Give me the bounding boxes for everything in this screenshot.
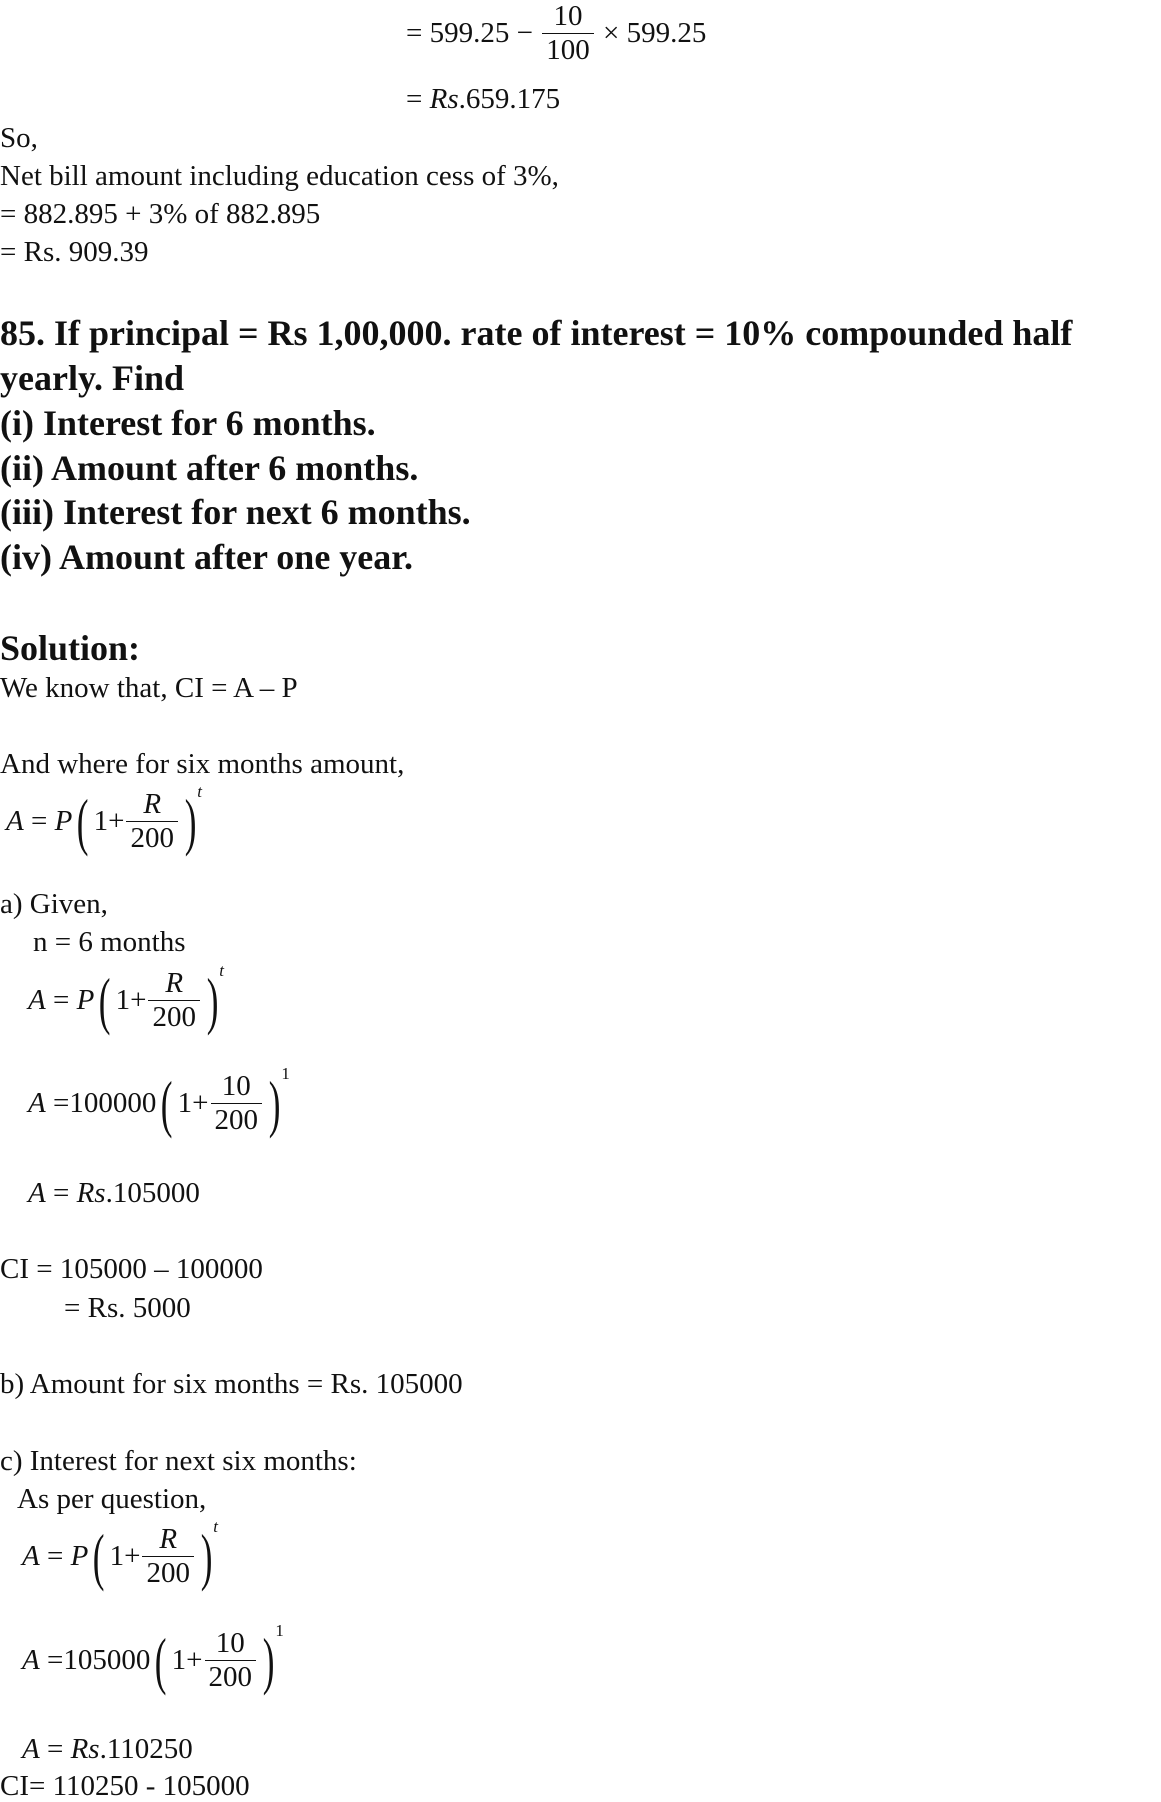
eq1-lhs: = 599.25 − bbox=[406, 17, 533, 50]
eq1-rhs: × 599.25 bbox=[602, 17, 707, 50]
formula-lhs: A bbox=[6, 805, 24, 838]
formula-a bbox=[28, 960, 225, 1036]
subst-c-one-plus: 1+ bbox=[171, 1644, 203, 1677]
formula-a-eq: = bbox=[52, 984, 70, 1017]
c-interest-text: c) Interest for next six months: bbox=[0, 1445, 357, 1477]
a-result-eq: = bbox=[52, 1177, 70, 1209]
solution-heading: Solution: bbox=[0, 628, 141, 668]
subst-c-numerator: 10 bbox=[205, 1627, 257, 1661]
left-paren: ( bbox=[99, 964, 111, 1036]
a-given-text: a) Given, bbox=[0, 888, 108, 920]
question-part-4: (iv) Amount after one year. bbox=[0, 537, 413, 577]
formula-a-lhs: A bbox=[28, 984, 46, 1017]
question-part-3: (iii) Interest for next 6 months. bbox=[0, 492, 471, 532]
formula-one-plus: 1+ bbox=[93, 805, 125, 838]
c-result-lhs: A bbox=[22, 1733, 40, 1765]
subst-a-fraction bbox=[211, 1070, 263, 1138]
formula-a-one-plus: 1+ bbox=[115, 984, 147, 1017]
formula-c-lhs: A bbox=[22, 1540, 40, 1573]
eq-line-2 bbox=[406, 85, 560, 114]
formula-c-subst bbox=[22, 1620, 284, 1696]
left-paren: ( bbox=[77, 785, 89, 857]
subst-a-eq: = bbox=[52, 1087, 70, 1120]
formula-a-subst bbox=[28, 1063, 290, 1139]
formula-c-denominator: 200 bbox=[146, 1557, 190, 1590]
subst-c-eq: = bbox=[46, 1644, 64, 1677]
question-part-1: (i) Interest for 6 months. bbox=[0, 403, 376, 443]
formula-denominator: 200 bbox=[130, 822, 174, 855]
eq-line-1 bbox=[406, 0, 706, 68]
formula-general bbox=[6, 781, 203, 857]
right-paren: ) bbox=[262, 1624, 275, 1696]
ci-line-1-result: = Rs. 5000 bbox=[64, 1292, 191, 1324]
b-amount-text: b) Amount for six months = Rs. 105000 bbox=[0, 1368, 463, 1400]
as-per-text: As per question, bbox=[17, 1483, 207, 1515]
formula-exponent: t bbox=[197, 781, 203, 801]
c-result bbox=[22, 1735, 193, 1764]
question-line-2: yearly. Find bbox=[0, 358, 185, 398]
question-part-2: (ii) Amount after 6 months. bbox=[0, 448, 419, 488]
where-text: And where for six months amount, bbox=[0, 748, 405, 780]
know-text: We know that, CI = A – P bbox=[0, 672, 298, 704]
formula-c bbox=[22, 1516, 219, 1592]
eq1-numerator: 10 bbox=[542, 0, 594, 34]
formula-a-fraction bbox=[148, 967, 200, 1035]
eq1-fraction bbox=[542, 0, 594, 68]
formula-c-fraction bbox=[142, 1523, 194, 1591]
subst-c-fraction bbox=[205, 1627, 257, 1695]
a-result-lhs: A bbox=[28, 1177, 46, 1209]
subst-c-exponent: 1 bbox=[275, 1620, 284, 1640]
right-paren: ) bbox=[206, 964, 219, 1036]
a-result-value: .105000 bbox=[105, 1177, 200, 1209]
formula-c-eq: = bbox=[46, 1540, 64, 1573]
subst-c-lhs: A bbox=[22, 1644, 40, 1677]
left-paren: ( bbox=[155, 1624, 167, 1696]
subst-a-principal: 100000 bbox=[69, 1087, 157, 1120]
subst-c-principal: 105000 bbox=[63, 1644, 151, 1677]
ci-line-1: CI = 105000 – 100000 bbox=[0, 1253, 263, 1285]
calc-line-1: = 882.895 + 3% of 882.895 bbox=[0, 198, 321, 230]
formula-p: P bbox=[54, 805, 73, 838]
left-paren: ( bbox=[93, 1520, 105, 1592]
eq2-value: .659.175 bbox=[458, 83, 561, 115]
formula-fraction bbox=[126, 788, 178, 856]
c-result-eq: = bbox=[46, 1733, 64, 1765]
formula-c-one-plus: 1+ bbox=[109, 1540, 141, 1573]
eq2-unit: Rs bbox=[429, 83, 459, 115]
a-result bbox=[28, 1179, 200, 1208]
c-result-unit: Rs bbox=[70, 1733, 100, 1765]
net-bill-text: Net bill amount including education cess of 3%, bbox=[0, 160, 559, 192]
formula-a-p: P bbox=[76, 984, 95, 1017]
c-result-value: .110250 bbox=[99, 1733, 193, 1765]
subst-c-denominator: 200 bbox=[208, 1661, 252, 1694]
eq1-denominator: 100 bbox=[546, 34, 590, 67]
question-line-1: 85. If principal = Rs 1,00,000. rate of interest = 10% compounded half bbox=[0, 313, 1073, 353]
subst-a-denominator: 200 bbox=[214, 1104, 258, 1137]
formula-c-numerator: R bbox=[142, 1523, 194, 1557]
right-paren: ) bbox=[200, 1520, 213, 1592]
formula-a-denominator: 200 bbox=[152, 1001, 196, 1034]
ci-line-2: CI= 110250 - 105000 bbox=[0, 1770, 250, 1802]
subst-a-lhs: A bbox=[28, 1087, 46, 1120]
formula-a-numerator: R bbox=[148, 967, 200, 1001]
so-text: So, bbox=[0, 122, 38, 154]
right-paren: ) bbox=[268, 1067, 281, 1139]
eq2-prefix: = bbox=[406, 83, 423, 115]
formula-a-exponent: t bbox=[219, 960, 225, 980]
formula-c-p: P bbox=[70, 1540, 89, 1573]
left-paren: ( bbox=[161, 1067, 173, 1139]
calc-line-2: = Rs. 909.39 bbox=[0, 236, 149, 268]
formula-eq: = bbox=[30, 805, 48, 838]
formula-numerator: R bbox=[126, 788, 178, 822]
subst-a-exponent: 1 bbox=[281, 1063, 290, 1083]
right-paren: ) bbox=[184, 785, 197, 857]
a-result-unit: Rs bbox=[76, 1177, 106, 1209]
subst-a-numerator: 10 bbox=[211, 1070, 263, 1104]
n-months-text: n = 6 months bbox=[33, 926, 186, 958]
subst-a-one-plus: 1+ bbox=[177, 1087, 209, 1120]
formula-c-exponent: t bbox=[213, 1516, 219, 1536]
